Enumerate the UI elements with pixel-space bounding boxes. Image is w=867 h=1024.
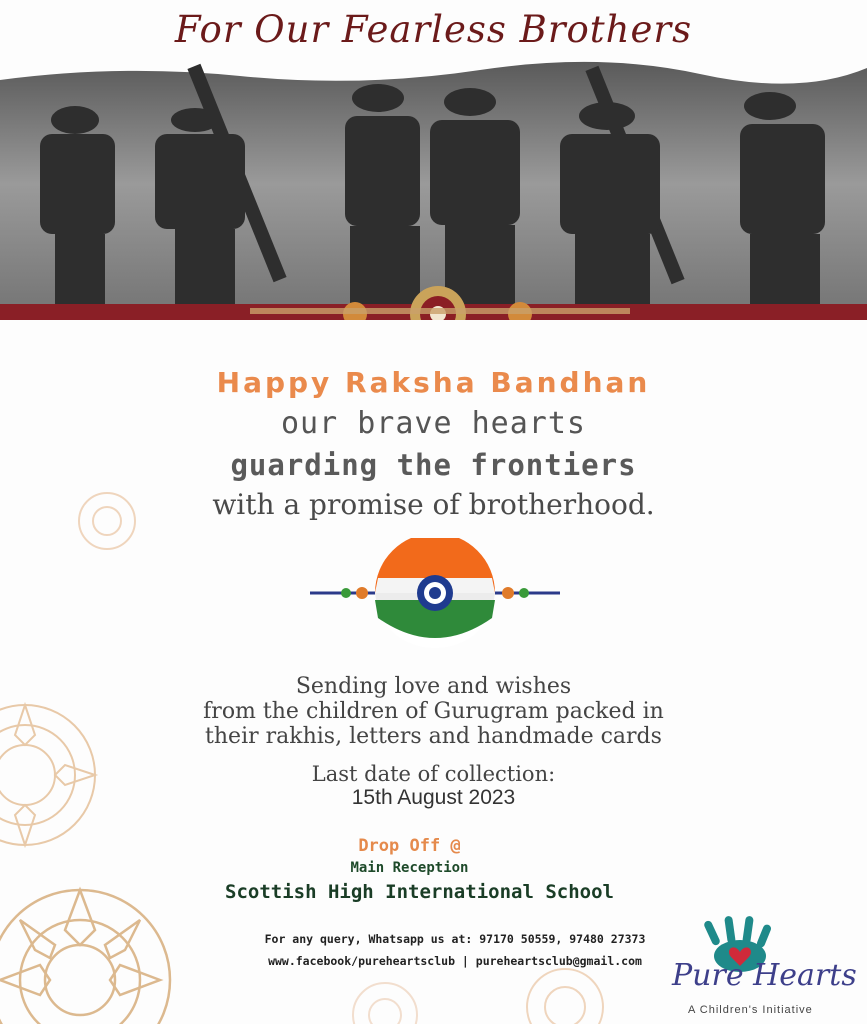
- contact-links: www.facebook/pureheartsclub | pureheartsclub@gmail.com: [268, 954, 642, 968]
- collection-date: 15th August 2023: [351, 786, 516, 809]
- logo-tagline: A Children's Initiative: [688, 1004, 813, 1016]
- mandala-decoration-icon: [340, 975, 430, 1024]
- message-text: [0, 674, 867, 749]
- greeting-line-2: our brave hearts: [281, 406, 586, 441]
- greeting-headline: Happy Raksha Bandhan: [216, 366, 651, 399]
- dropoff-label: Drop Off @: [358, 836, 461, 856]
- greeting-line-4: with a promise of brotherhood.: [212, 488, 655, 521]
- logo-name: Pure Hearts: [672, 958, 857, 993]
- contact-whatsapp: For any query, Whatsapp us at: 97170 50559, 97480 27373: [264, 932, 646, 946]
- message-line-2: from the children of Gurugram packed in: [203, 699, 664, 724]
- poster-title: For Our Fearless Brothers: [174, 8, 693, 51]
- message-line-3: their rakhis, letters and handmade cards: [205, 724, 662, 749]
- greeting-line-3: guarding the frontiers: [230, 448, 637, 482]
- mandala-decoration-icon: [510, 962, 620, 1024]
- dropoff-location: Main Reception: [350, 860, 469, 876]
- message-line-1: Sending love and wishes: [295, 674, 572, 699]
- tricolor-rakhi-icon: [310, 538, 560, 648]
- collection-label: Last date of collection:: [311, 762, 556, 786]
- school-name: Scottish High International School: [225, 881, 614, 903]
- soldiers-photo: [0, 58, 867, 320]
